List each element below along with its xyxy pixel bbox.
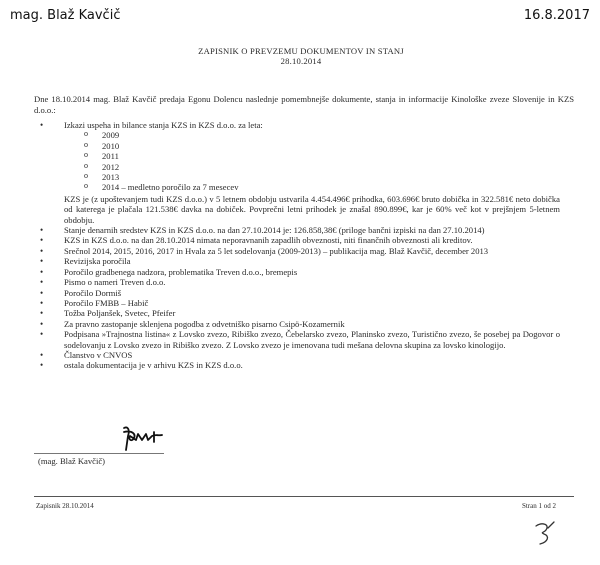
handwritten-signature [118,424,178,454]
list-item: • Revizijska poročila [40,256,560,266]
list-item: • Poročilo Dormiš [40,288,560,298]
header-date: 16.8.2017 [523,8,590,23]
signature-name: (mag. Blaž Kavčič) [38,456,106,466]
year-item: o 2011 [84,151,560,161]
list-item: • Poročilo FMBB – Habič [40,298,560,308]
year-item: o 2010 [84,141,560,151]
header-author: mag. Blaž Kavčič [10,8,121,23]
document-title: ZAPISNIK O PREVZEMU DOKUMENTOV IN STANJ [198,46,404,56]
financial-summary: KZS je (z upoštevanjem tudi KZS d.o.o.) v 5 letnem obdobju ustvarila 4.454.496€ prihodka, 603.696€ bruto dobička in 322.581€ neto dobička od katerega je plačala 121.538€ davka na dobiček. Povprečni letni prihodek je znašal 890.899€, kar je 60% več kot v prejšnjem 5-letnem obdobju. [64,193,560,225]
list-item: • Stanje denarnih sredstev KZS in KZS d.o.o. na dan 27.10.2014 je: 126.858,38€ (priloge bančni izpiski na dan 27.10.2014) [40,225,560,235]
footer-page-number: Stran 1 od 2 [521,502,556,510]
list-item: • Poročilo gradbenega nadzora, problematika Treven d.o.o., bremepis [40,267,560,277]
year-item: o 2014 – medletno poročilo za 7 mesecev [84,182,560,192]
list-item: • Pismo o nameri Treven d.o.o. [40,277,560,287]
year-item: o 2012 [84,162,560,172]
list-item: • Za pravno zastopanje sklenjena pogodba z odvetniško pisarno Csipö-Kozamernik [40,319,560,329]
list-item: • Podpisana »Trajnostna listina« z Lovsko zvezo, Ribiško zvezo, Čebelarsko zvezo, Planinsko zvezo, Turistično zvezo, še posebej pa Dogovor o sodelovanju z Lovsko zvezo in Ribiško zvezo. Z Lovsko zvezo je imenovana tudi mešana delovna skupina za lovsko kinologijo. [40,329,560,350]
list-item: • KZS in KZS d.o.o. na dan 28.10.2014 nimata neporavnanih zapadlih obveznosti, niti finančnih obveznosti ali kreditov. [40,235,560,245]
list-item: • ostala dokumentacija je v arhivu KZS in KZS d.o.o. [40,360,560,370]
list-item: • Članstvo v CNVOS [40,350,560,360]
document-title-date: 28.10.2014 [280,56,322,66]
list-item: • Tožba Poljanšek, Svetec, Pfeifer [40,308,560,318]
list-item: • Srečnol 2014, 2015, 2016, 2017 in Hvala za 5 let sodelovanja (2009-2013) – publikacija mag. Blaž Kavčič, december 2013 [40,246,560,256]
footer-left: Zapisnik 28.10.2014 [36,502,94,510]
intro-paragraph: Dne 18.10.2014 mag. Blaž Kavčič predaja Egonu Dolencu naslednje pomembnejše dokumente, stanja in informacije Kinološke zveze Slovenije in KZS d.o.o.: [34,94,574,115]
signature-line [34,453,164,454]
handover-list [40,120,560,371]
year-item: o 2009 [84,130,560,140]
list-item: • Izkazi uspeha in bilance stanja KZS in KZS d.o.o. za leta: o 2009 o 2010 o 2011 o 2012 o 2013 o 2014 – medletno poročilo za 7 mesecev KZS je (z upoštevanjem tudi KZS d.o.o.) v 5 letnem obdobju ustvarila 4.454.496€ prihodka, 603.696€ bruto dobička in 322.581€ neto dobička od katerega je plačala 121.538€ davka na dobiček. Povprečni letni prihodek je znašal 890.899€, kar je 60% več kot v prejšnjem 5-letnem obdobju. [40,120,560,225]
year-item: o 2013 [84,172,560,182]
scanned-document [22,36,580,556]
handwritten-mark [530,518,560,548]
years-list [64,130,560,192]
footer-divider [34,496,574,497]
